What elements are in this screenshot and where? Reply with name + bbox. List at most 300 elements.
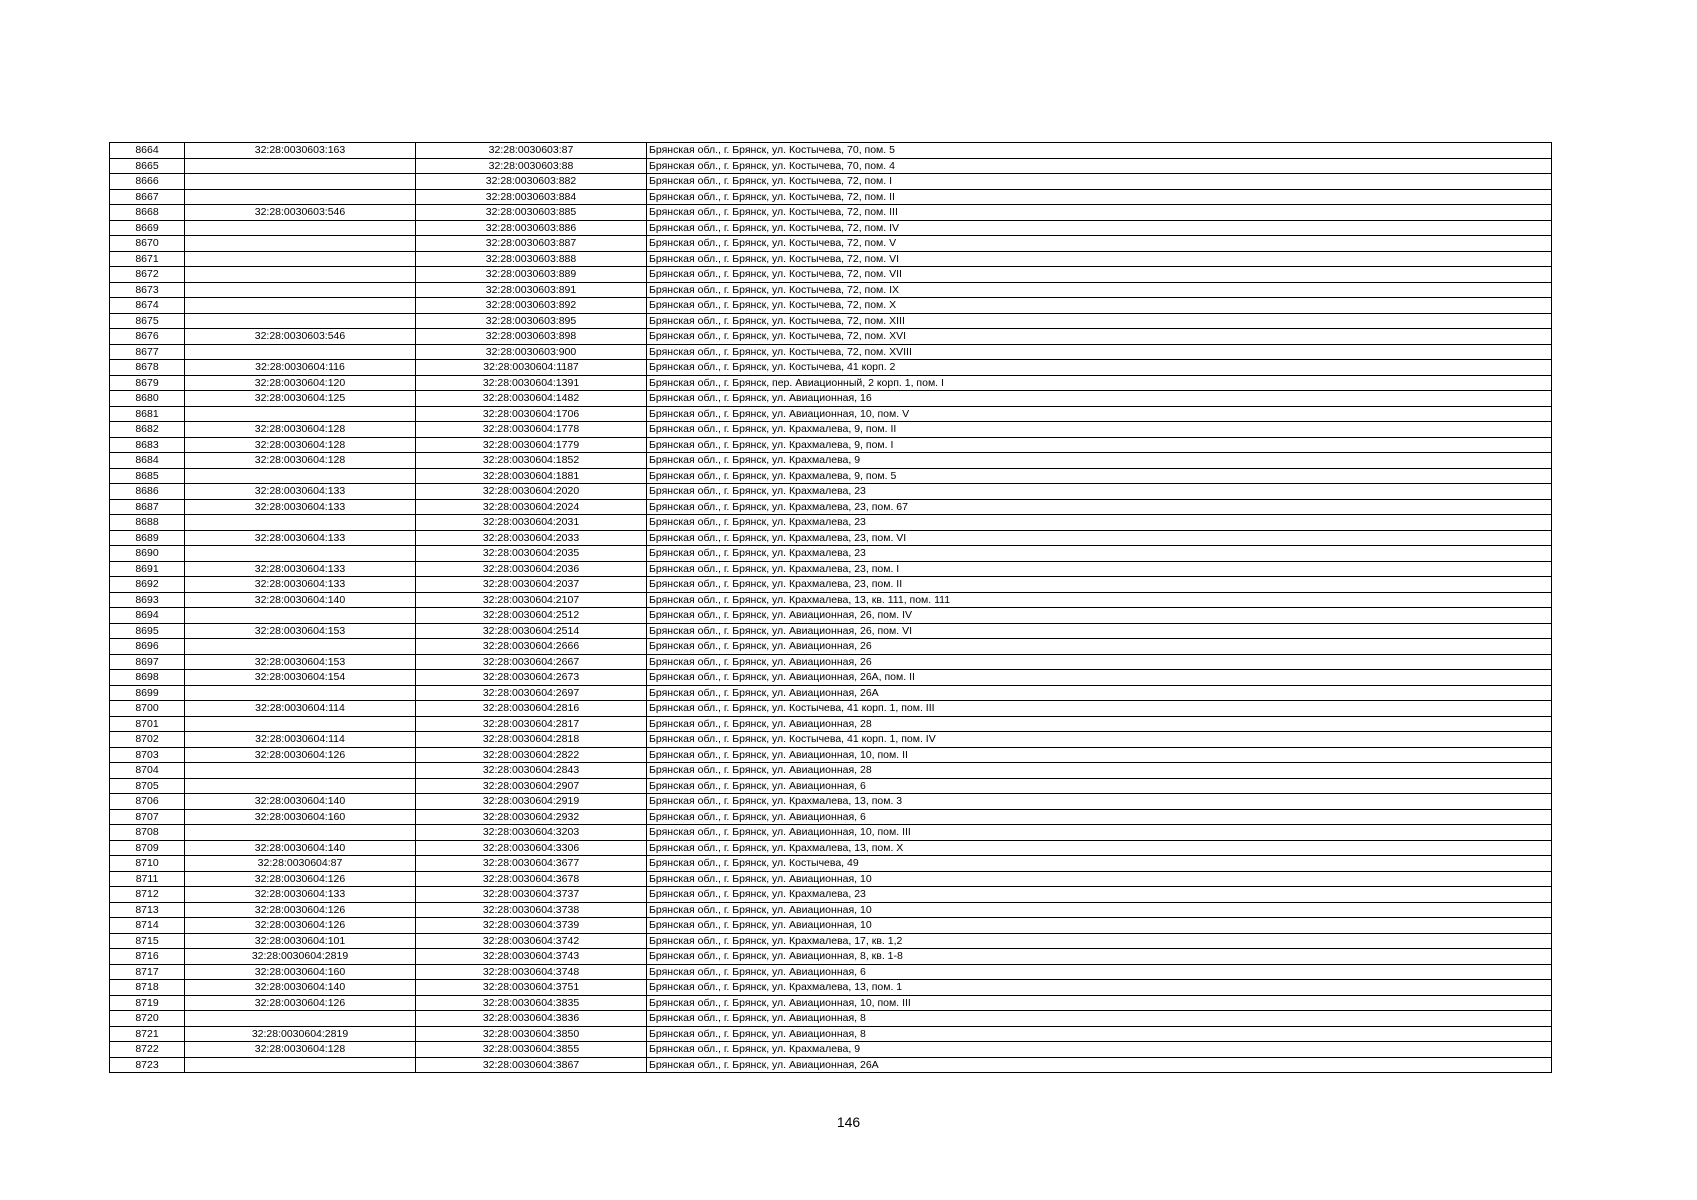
parent-cadastral-number-cell [185, 778, 416, 794]
cadastral-number-cell: 32:28:0030603:895 [416, 313, 647, 329]
cadastral-number-cell: 32:28:0030604:2697 [416, 685, 647, 701]
parent-cadastral-number-cell [185, 763, 416, 779]
parent-cadastral-number-cell: 32:28:0030604:114 [185, 732, 416, 748]
parent-cadastral-number-cell [185, 158, 416, 174]
row-number-cell: 8704 [110, 763, 185, 779]
row-number-cell: 8711 [110, 871, 185, 887]
row-number-cell: 8723 [110, 1057, 185, 1073]
cadastral-number-cell: 32:28:0030603:900 [416, 344, 647, 360]
cadastral-number-cell: 32:28:0030604:3867 [416, 1057, 647, 1073]
cadastral-number-cell: 32:28:0030604:2107 [416, 592, 647, 608]
address-cell: Брянская обл., г. Брянск, ул. Крахмалева, 13, пом. 1 [647, 980, 1552, 996]
address-cell: Брянская обл., г. Брянск, ул. Авиационная, 10, пом. III [647, 995, 1552, 1011]
row-number-cell: 8679 [110, 375, 185, 391]
row-number-cell: 8706 [110, 794, 185, 810]
cadastral-number-cell: 32:28:0030604:1881 [416, 468, 647, 484]
row-number-cell: 8664 [110, 143, 185, 159]
table-row [110, 530, 1552, 546]
address-cell: Брянская обл., г. Брянск, ул. Авиационная, 26А, пом. II [647, 670, 1552, 686]
table-row [110, 515, 1552, 531]
parent-cadastral-number-cell [185, 220, 416, 236]
row-number-cell: 8693 [110, 592, 185, 608]
table-row [110, 499, 1552, 515]
address-cell: Брянская обл., г. Брянск, ул. Авиационная, 10, пом. V [647, 406, 1552, 422]
table-row [110, 251, 1552, 267]
cadastral-number-cell: 32:28:0030604:2822 [416, 747, 647, 763]
table-row [110, 902, 1552, 918]
parent-cadastral-number-cell: 32:28:0030604:133 [185, 561, 416, 577]
address-cell: Брянская обл., г. Брянск, ул. Костычева, 72, пом. X [647, 298, 1552, 314]
cadastral-number-cell: 32:28:0030604:2020 [416, 484, 647, 500]
table-row [110, 143, 1552, 159]
parent-cadastral-number-cell: 32:28:0030604:128 [185, 437, 416, 453]
address-cell: Брянская обл., г. Брянск, ул. Костычева, 41 корп. 2 [647, 360, 1552, 376]
parent-cadastral-number-cell [185, 298, 416, 314]
address-cell: Брянская обл., г. Брянск, ул. Авиационная, 10, пом. II [647, 747, 1552, 763]
address-cell: Брянская обл., г. Брянск, ул. Костычева, 72, пом. IV [647, 220, 1552, 236]
cadastral-number-cell: 32:28:0030604:2514 [416, 623, 647, 639]
row-number-cell: 8713 [110, 902, 185, 918]
row-number-cell: 8697 [110, 654, 185, 670]
table-row [110, 391, 1552, 407]
cadastral-number-cell: 32:28:0030604:2817 [416, 716, 647, 732]
cadastral-number-cell: 32:28:0030604:2932 [416, 809, 647, 825]
address-cell: Брянская обл., г. Брянск, ул. Крахмалева, 23, пом. VI [647, 530, 1552, 546]
cadastral-number-cell: 32:28:0030604:2919 [416, 794, 647, 810]
address-cell: Брянская обл., г. Брянск, ул. Костычева, 72, пом. III [647, 205, 1552, 221]
cadastral-number-cell: 32:28:0030604:2024 [416, 499, 647, 515]
table-row [110, 871, 1552, 887]
row-number-cell: 8694 [110, 608, 185, 624]
row-number-cell: 8668 [110, 205, 185, 221]
address-cell: Брянская обл., г. Брянск, ул. Костычева, 72, пом. XVI [647, 329, 1552, 345]
table-row [110, 344, 1552, 360]
parent-cadastral-number-cell: 32:28:0030604:128 [185, 1042, 416, 1058]
table-row [110, 639, 1552, 655]
parent-cadastral-number-cell: 32:28:0030604:154 [185, 670, 416, 686]
parent-cadastral-number-cell: 32:28:0030603:546 [185, 329, 416, 345]
table-row [110, 546, 1552, 562]
row-number-cell: 8715 [110, 933, 185, 949]
table-body [110, 143, 1552, 1073]
cadastral-number-cell: 32:28:0030603:892 [416, 298, 647, 314]
cadastral-number-cell: 32:28:0030603:87 [416, 143, 647, 159]
cadastral-number-cell: 32:28:0030604:2816 [416, 701, 647, 717]
cadastral-number-cell: 32:28:0030604:1391 [416, 375, 647, 391]
row-number-cell: 8687 [110, 499, 185, 515]
row-number-cell: 8708 [110, 825, 185, 841]
row-number-cell: 8702 [110, 732, 185, 748]
cadastral-number-cell: 32:28:0030604:1779 [416, 437, 647, 453]
row-number-cell: 8677 [110, 344, 185, 360]
address-cell: Брянская обл., г. Брянск, ул. Авиационная, 10 [647, 871, 1552, 887]
parent-cadastral-number-cell [185, 468, 416, 484]
parent-cadastral-number-cell [185, 685, 416, 701]
parent-cadastral-number-cell [185, 639, 416, 655]
parent-cadastral-number-cell [185, 825, 416, 841]
table-row [110, 484, 1552, 500]
row-number-cell: 8688 [110, 515, 185, 531]
cadastral-number-cell: 32:28:0030603:882 [416, 174, 647, 190]
address-cell: Брянская обл., г. Брянск, ул. Авиационная, 10 [647, 918, 1552, 934]
table-row [110, 949, 1552, 965]
address-cell: Брянская обл., г. Брянск, ул. Костычева, 72, пом. V [647, 236, 1552, 252]
address-cell: Брянская обл., г. Брянск, ул. Авиационная, 6 [647, 809, 1552, 825]
table-row [110, 468, 1552, 484]
row-number-cell: 8669 [110, 220, 185, 236]
row-number-cell: 8667 [110, 189, 185, 205]
parent-cadastral-number-cell: 32:28:0030604:2819 [185, 949, 416, 965]
table-row [110, 406, 1552, 422]
cadastral-number-cell: 32:28:0030603:886 [416, 220, 647, 236]
row-number-cell: 8695 [110, 623, 185, 639]
page-number: 146 [836, 1114, 861, 1130]
address-cell: Брянская обл., г. Брянск, пер. Авиационный, 2 корп. 1, пом. I [647, 375, 1552, 391]
address-cell: Брянская обл., г. Брянск, ул. Авиационная, 16 [647, 391, 1552, 407]
row-number-cell: 8712 [110, 887, 185, 903]
table-row [110, 716, 1552, 732]
table-row [110, 313, 1552, 329]
parent-cadastral-number-cell: 32:28:0030603:546 [185, 205, 416, 221]
table-row [110, 763, 1552, 779]
address-cell: Брянская обл., г. Брянск, ул. Крахмалева, 23 [647, 887, 1552, 903]
row-number-cell: 8698 [110, 670, 185, 686]
cadastral-number-cell: 32:28:0030604:3678 [416, 871, 647, 887]
row-number-cell: 8670 [110, 236, 185, 252]
parent-cadastral-number-cell: 32:28:0030604:2819 [185, 1026, 416, 1042]
table-row [110, 995, 1552, 1011]
cadastral-number-cell: 32:28:0030604:3836 [416, 1011, 647, 1027]
row-number-cell: 8683 [110, 437, 185, 453]
cadastral-number-cell: 32:28:0030604:3751 [416, 980, 647, 996]
table-row [110, 856, 1552, 872]
address-cell: Брянская обл., г. Брянск, ул. Крахмалева, 13, кв. 111, пом. 111 [647, 592, 1552, 608]
parent-cadastral-number-cell: 32:28:0030604:133 [185, 887, 416, 903]
table-row [110, 220, 1552, 236]
cadastral-number-cell: 32:28:0030603:884 [416, 189, 647, 205]
address-cell: Брянская обл., г. Брянск, ул. Авиационная, 26, пом. IV [647, 608, 1552, 624]
table-row [110, 1011, 1552, 1027]
table-row [110, 437, 1552, 453]
table-row [110, 732, 1552, 748]
address-cell: Брянская обл., г. Брянск, ул. Авиационная, 28 [647, 763, 1552, 779]
table-row [110, 840, 1552, 856]
address-cell: Брянская обл., г. Брянск, ул. Авиационная, 8 [647, 1026, 1552, 1042]
table-row [110, 422, 1552, 438]
table-row [110, 964, 1552, 980]
cadastral-number-cell: 32:28:0030604:1852 [416, 453, 647, 469]
cadastral-number-cell: 32:28:0030604:3737 [416, 887, 647, 903]
cadastral-number-cell: 32:28:0030603:898 [416, 329, 647, 345]
address-cell: Брянская обл., г. Брянск, ул. Авиационная, 26 [647, 639, 1552, 655]
cadastral-number-cell: 32:28:0030604:3677 [416, 856, 647, 872]
address-cell: Брянская обл., г. Брянск, ул. Авиационная, 10, пом. III [647, 825, 1552, 841]
table-row [110, 453, 1552, 469]
row-number-cell: 8720 [110, 1011, 185, 1027]
address-cell: Брянская обл., г. Брянск, ул. Авиационная, 10 [647, 902, 1552, 918]
row-number-cell: 8675 [110, 313, 185, 329]
address-cell: Брянская обл., г. Брянск, ул. Авиационная, 26А [647, 685, 1552, 701]
parent-cadastral-number-cell [185, 716, 416, 732]
address-cell: Брянская обл., г. Брянск, ул. Костычева, 72, пом. XIII [647, 313, 1552, 329]
parent-cadastral-number-cell [185, 174, 416, 190]
address-cell: Брянская обл., г. Брянск, ул. Костычева, 70, пом. 5 [647, 143, 1552, 159]
row-number-cell: 8665 [110, 158, 185, 174]
parent-cadastral-number-cell: 32:28:0030604:160 [185, 809, 416, 825]
address-cell: Брянская обл., г. Брянск, ул. Костычева, 49 [647, 856, 1552, 872]
parent-cadastral-number-cell: 32:28:0030604:126 [185, 747, 416, 763]
address-cell: Брянская обл., г. Брянск, ул. Авиационная, 28 [647, 716, 1552, 732]
cadastral-number-cell: 32:28:0030604:1482 [416, 391, 647, 407]
address-cell: Брянская обл., г. Брянск, ул. Костычева, 72, пом. IX [647, 282, 1552, 298]
cadastral-number-cell: 32:28:0030604:1706 [416, 406, 647, 422]
cadastral-number-cell: 32:28:0030603:891 [416, 282, 647, 298]
cadastral-number-cell: 32:28:0030604:3306 [416, 840, 647, 856]
cadastral-number-cell: 32:28:0030604:2666 [416, 639, 647, 655]
address-cell: Брянская обл., г. Брянск, ул. Крахмалева, 9, пом. I [647, 437, 1552, 453]
table-row [110, 189, 1552, 205]
cadastral-number-cell: 32:28:0030604:2033 [416, 530, 647, 546]
parent-cadastral-number-cell: 32:28:0030604:128 [185, 453, 416, 469]
row-number-cell: 8722 [110, 1042, 185, 1058]
address-cell: Брянская обл., г. Брянск, ул. Авиационная, 26 [647, 654, 1552, 670]
address-cell: Брянская обл., г. Брянск, ул. Авиационная, 8 [647, 1011, 1552, 1027]
cadastral-number-cell: 32:28:0030604:1778 [416, 422, 647, 438]
parent-cadastral-number-cell: 32:28:0030604:126 [185, 871, 416, 887]
table-row [110, 918, 1552, 934]
address-cell: Брянская обл., г. Брянск, ул. Крахмалева, 13, пом. X [647, 840, 1552, 856]
row-number-cell: 8703 [110, 747, 185, 763]
address-cell: Брянская обл., г. Брянск, ул. Крахмалева, 9, пом. II [647, 422, 1552, 438]
parent-cadastral-number-cell: 32:28:0030604:133 [185, 499, 416, 515]
row-number-cell: 8685 [110, 468, 185, 484]
row-number-cell: 8719 [110, 995, 185, 1011]
table-row [110, 701, 1552, 717]
cadastral-number-cell: 32:28:0030604:1187 [416, 360, 647, 376]
parent-cadastral-number-cell [185, 406, 416, 422]
cadastral-number-cell: 32:28:0030604:2843 [416, 763, 647, 779]
parent-cadastral-number-cell: 32:28:0030604:140 [185, 840, 416, 856]
parent-cadastral-number-cell: 32:28:0030604:128 [185, 422, 416, 438]
address-cell: Брянская обл., г. Брянск, ул. Крахмалева, 23 [647, 484, 1552, 500]
row-number-cell: 8718 [110, 980, 185, 996]
cadastral-number-cell: 32:28:0030604:2673 [416, 670, 647, 686]
row-number-cell: 8700 [110, 701, 185, 717]
table-row [110, 933, 1552, 949]
cadastral-register-table [109, 142, 1552, 1073]
cadastral-number-cell: 32:28:0030604:3850 [416, 1026, 647, 1042]
cadastral-number-cell: 32:28:0030604:2818 [416, 732, 647, 748]
address-cell: Брянская обл., г. Брянск, ул. Костычева, 70, пом. 4 [647, 158, 1552, 174]
cadastral-number-cell: 32:28:0030604:3203 [416, 825, 647, 841]
parent-cadastral-number-cell [185, 608, 416, 624]
table-row [110, 267, 1552, 283]
cadastral-number-cell: 32:28:0030604:3835 [416, 995, 647, 1011]
table-row [110, 236, 1552, 252]
cadastral-number-cell: 32:28:0030603:88 [416, 158, 647, 174]
row-number-cell: 8691 [110, 561, 185, 577]
table-row [110, 980, 1552, 996]
table-row [110, 174, 1552, 190]
address-cell: Брянская обл., г. Брянск, ул. Крахмалева, 23, пом. II [647, 577, 1552, 593]
row-number-cell: 8678 [110, 360, 185, 376]
parent-cadastral-number-cell [185, 251, 416, 267]
parent-cadastral-number-cell: 32:28:0030604:153 [185, 623, 416, 639]
row-number-cell: 8690 [110, 546, 185, 562]
cadastral-number-cell: 32:28:0030603:887 [416, 236, 647, 252]
address-cell: Брянская обл., г. Брянск, ул. Авиационная, 26, пом. VI [647, 623, 1552, 639]
table-row [110, 1057, 1552, 1073]
cadastral-number-cell: 32:28:0030604:2031 [416, 515, 647, 531]
parent-cadastral-number-cell [185, 236, 416, 252]
cadastral-number-cell: 32:28:0030604:2036 [416, 561, 647, 577]
table-row [110, 794, 1552, 810]
row-number-cell: 8686 [110, 484, 185, 500]
address-cell: Брянская обл., г. Брянск, ул. Крахмалева, 17, кв. 1,2 [647, 933, 1552, 949]
row-number-cell: 8714 [110, 918, 185, 934]
table-row [110, 608, 1552, 624]
cadastral-number-cell: 32:28:0030603:885 [416, 205, 647, 221]
table-row [110, 298, 1552, 314]
row-number-cell: 8676 [110, 329, 185, 345]
parent-cadastral-number-cell: 32:28:0030604:133 [185, 484, 416, 500]
address-cell: Брянская обл., г. Брянск, ул. Костычева, 41 корп. 1, пом. IV [647, 732, 1552, 748]
cadastral-number-cell: 32:28:0030603:889 [416, 267, 647, 283]
table-row [110, 809, 1552, 825]
table-row [110, 1042, 1552, 1058]
parent-cadastral-number-cell [185, 267, 416, 283]
row-number-cell: 8680 [110, 391, 185, 407]
parent-cadastral-number-cell: 32:28:0030604:125 [185, 391, 416, 407]
parent-cadastral-number-cell [185, 1011, 416, 1027]
parent-cadastral-number-cell [185, 282, 416, 298]
table-row [110, 654, 1552, 670]
parent-cadastral-number-cell: 32:28:0030604:101 [185, 933, 416, 949]
table-row [110, 577, 1552, 593]
address-cell: Брянская обл., г. Брянск, ул. Крахмалева, 9, пом. 5 [647, 468, 1552, 484]
parent-cadastral-number-cell [185, 1057, 416, 1073]
parent-cadastral-number-cell: 32:28:0030604:126 [185, 902, 416, 918]
row-number-cell: 8684 [110, 453, 185, 469]
cadastral-number-cell: 32:28:0030604:2035 [416, 546, 647, 562]
cadastral-number-cell: 32:28:0030604:3743 [416, 949, 647, 965]
address-cell: Брянская обл., г. Брянск, ул. Авиационная, 6 [647, 964, 1552, 980]
table-row [110, 747, 1552, 763]
cadastral-number-cell: 32:28:0030604:2907 [416, 778, 647, 794]
table-row [110, 375, 1552, 391]
cadastral-number-cell: 32:28:0030604:2037 [416, 577, 647, 593]
address-cell: Брянская обл., г. Брянск, ул. Костычева, 72, пом. I [647, 174, 1552, 190]
parent-cadastral-number-cell: 32:28:0030604:126 [185, 995, 416, 1011]
cadastral-number-cell: 32:28:0030604:2667 [416, 654, 647, 670]
address-cell: Брянская обл., г. Брянск, ул. Крахмалева, 23 [647, 515, 1552, 531]
cadastral-number-cell: 32:28:0030604:3855 [416, 1042, 647, 1058]
row-number-cell: 8701 [110, 716, 185, 732]
table-row [110, 329, 1552, 345]
address-cell: Брянская обл., г. Брянск, ул. Костычева, 72, пом. VII [647, 267, 1552, 283]
row-number-cell: 8673 [110, 282, 185, 298]
cadastral-number-cell: 32:28:0030604:3742 [416, 933, 647, 949]
table-row [110, 685, 1552, 701]
table-row [110, 158, 1552, 174]
parent-cadastral-number-cell: 32:28:0030604:120 [185, 375, 416, 391]
table-row [110, 623, 1552, 639]
address-cell: Брянская обл., г. Брянск, ул. Крахмалева, 23, пом. I [647, 561, 1552, 577]
cadastral-number-cell: 32:28:0030603:888 [416, 251, 647, 267]
address-cell: Брянская обл., г. Брянск, ул. Костычева, 41 корп. 1, пом. III [647, 701, 1552, 717]
address-cell: Брянская обл., г. Брянск, ул. Авиационная, 6 [647, 778, 1552, 794]
table-row [110, 887, 1552, 903]
address-cell: Брянская обл., г. Брянск, ул. Авиационная, 8, кв. 1-8 [647, 949, 1552, 965]
row-number-cell: 8671 [110, 251, 185, 267]
cadastral-number-cell: 32:28:0030604:3738 [416, 902, 647, 918]
row-number-cell: 8716 [110, 949, 185, 965]
table-row [110, 592, 1552, 608]
row-number-cell: 8710 [110, 856, 185, 872]
parent-cadastral-number-cell: 32:28:0030604:126 [185, 918, 416, 934]
parent-cadastral-number-cell: 32:28:0030604:87 [185, 856, 416, 872]
parent-cadastral-number-cell [185, 313, 416, 329]
table-row [110, 1026, 1552, 1042]
parent-cadastral-number-cell: 32:28:0030604:133 [185, 530, 416, 546]
address-cell: Брянская обл., г. Брянск, ул. Костычева, 72, пом. II [647, 189, 1552, 205]
address-cell: Брянская обл., г. Брянск, ул. Крахмалева, 23 [647, 546, 1552, 562]
row-number-cell: 8681 [110, 406, 185, 422]
cadastral-number-cell: 32:28:0030604:3748 [416, 964, 647, 980]
cadastral-number-cell: 32:28:0030604:2512 [416, 608, 647, 624]
parent-cadastral-number-cell: 32:28:0030604:140 [185, 592, 416, 608]
row-number-cell: 8699 [110, 685, 185, 701]
parent-cadastral-number-cell: 32:28:0030604:133 [185, 577, 416, 593]
address-cell: Брянская обл., г. Брянск, ул. Крахмалева, 9 [647, 1042, 1552, 1058]
address-cell: Брянская обл., г. Брянск, ул. Костычева, 72, пом. VI [647, 251, 1552, 267]
parent-cadastral-number-cell [185, 515, 416, 531]
parent-cadastral-number-cell [185, 189, 416, 205]
parent-cadastral-number-cell: 32:28:0030604:116 [185, 360, 416, 376]
parent-cadastral-number-cell: 32:28:0030604:160 [185, 964, 416, 980]
row-number-cell: 8721 [110, 1026, 185, 1042]
parent-cadastral-number-cell: 32:28:0030603:163 [185, 143, 416, 159]
address-cell: Брянская обл., г. Брянск, ул. Авиационная, 26А [647, 1057, 1552, 1073]
row-number-cell: 8705 [110, 778, 185, 794]
parent-cadastral-number-cell: 32:28:0030604:140 [185, 794, 416, 810]
row-number-cell: 8689 [110, 530, 185, 546]
address-cell: Брянская обл., г. Брянск, ул. Крахмалева, 23, пом. 67 [647, 499, 1552, 515]
parent-cadastral-number-cell [185, 546, 416, 562]
row-number-cell: 8674 [110, 298, 185, 314]
row-number-cell: 8692 [110, 577, 185, 593]
table-row [110, 360, 1552, 376]
row-number-cell: 8709 [110, 840, 185, 856]
row-number-cell: 8682 [110, 422, 185, 438]
table-row [110, 825, 1552, 841]
table-row [110, 205, 1552, 221]
parent-cadastral-number-cell [185, 344, 416, 360]
address-cell: Брянская обл., г. Брянск, ул. Костычева, 72, пом. XVIII [647, 344, 1552, 360]
address-cell: Брянская обл., г. Брянск, ул. Крахмалева, 9 [647, 453, 1552, 469]
table-row [110, 778, 1552, 794]
row-number-cell: 8672 [110, 267, 185, 283]
table-row [110, 561, 1552, 577]
row-number-cell: 8707 [110, 809, 185, 825]
address-cell: Брянская обл., г. Брянск, ул. Крахмалева, 13, пом. 3 [647, 794, 1552, 810]
table-row [110, 282, 1552, 298]
parent-cadastral-number-cell: 32:28:0030604:140 [185, 980, 416, 996]
cadastral-number-cell: 32:28:0030604:3739 [416, 918, 647, 934]
parent-cadastral-number-cell: 32:28:0030604:114 [185, 701, 416, 717]
row-number-cell: 8666 [110, 174, 185, 190]
row-number-cell: 8717 [110, 964, 185, 980]
